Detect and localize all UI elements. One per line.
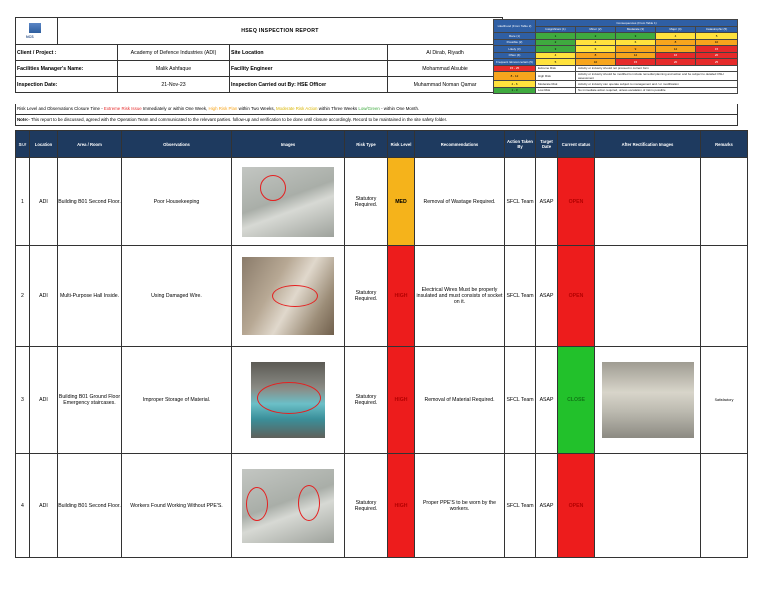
matrix-col: Insignificant (1) <box>536 26 576 33</box>
matrix-col: Minor (2) <box>576 26 616 33</box>
col-header: After Rectification Images <box>595 131 701 158</box>
rectified-stairs-photo <box>602 362 694 438</box>
site-label: Site Location <box>230 45 388 61</box>
matrix-row-label: Frequent /almost certain (5) <box>494 59 536 66</box>
matrix-cell: 3 <box>616 33 656 40</box>
risk-level-badge: HIGH <box>388 454 415 558</box>
table-row: 2 ADI Multi-Purpose Hall Inside. Using Damaged Wire. Statutory Required. HIGH Electrical Wires Must be properly insulated and must consists of socket on it. SFCL Team ASAP OPEN <box>16 246 748 347</box>
status-badge: OPEN <box>558 454 595 558</box>
col-header: Target Date <box>536 131 558 158</box>
material-storage-photo <box>251 362 325 438</box>
matrix-cell: 9 <box>616 46 656 53</box>
matrix-cell: 16 <box>656 52 696 59</box>
status-badge: OPEN <box>558 158 595 246</box>
col-header: Area / Room <box>58 131 122 158</box>
matrix-cell: 6 <box>616 39 656 46</box>
observation-image <box>232 158 345 246</box>
matrix-cell: 3 <box>536 46 576 53</box>
matrix-cell: 5 <box>696 33 738 40</box>
likelihood-header: Likelihood (From Table 2) <box>494 20 536 33</box>
workers-ppe-photo <box>242 469 334 543</box>
observation-image <box>232 454 345 558</box>
legend-range: 4 - 6 <box>494 81 536 88</box>
col-header: Images <box>232 131 345 158</box>
carried-value: Muhammad Noman Qamar <box>388 77 503 93</box>
observation-image <box>232 347 345 454</box>
matrix-cell: 25 <box>696 59 738 66</box>
matrix-cell: 2 <box>576 33 616 40</box>
col-header: Recommendations <box>415 131 505 158</box>
matrix-row-label: Likely (3) <box>494 46 536 53</box>
matrix-cell: 10 <box>696 39 738 46</box>
fe-value: Mohammad Alsubie <box>388 61 503 77</box>
report-sheet <box>15 17 738 512</box>
matrix-col: Major (4) <box>656 26 696 33</box>
risk-level-badge: HIGH <box>388 347 415 454</box>
matrix-cell: 12 <box>616 52 656 59</box>
date-value: 21-Nov-23 <box>118 77 230 93</box>
matrix-col: Catastrophic (5) <box>696 26 738 33</box>
inspection-table <box>15 130 748 558</box>
matrix-cell: 20 <box>656 59 696 66</box>
col-header: Current status <box>558 131 595 158</box>
housekeeping-photo <box>242 167 334 237</box>
table-row: 1 ADI Building B01 Second Floor. Poor Housekeeping Statutory Required. MED Removal of Wastage Required. SFCL Team ASAP OPEN <box>16 158 748 246</box>
consequences-header: Consequences (From Table 1) <box>536 20 738 27</box>
after-rectification-image <box>595 347 701 454</box>
table-row: 3 ADI Building B01 Ground Floor Emergency staircases. Improper Storage of Material. Statutory Required. HIGH Removal of Material Required. SFCL Team ASAP CLOSE Satisfactory <box>16 347 748 454</box>
follow-up-note: Note:- This report to be discussed, agreed with the Operation Team and communicated to the relevant parties. follow-up and verification to be done until closure accordingly. Record to be maintained in the site safety folder. <box>15 115 738 126</box>
company-logo: NCS <box>16 18 58 45</box>
matrix-cell: 5 <box>536 59 576 66</box>
risk-level-badge: HIGH <box>388 246 415 347</box>
fm-label: Facilities Manager's Name: <box>16 61 118 77</box>
status-badge: OPEN <box>558 246 595 347</box>
col-header: Observations <box>122 131 232 158</box>
col-header: Remarks <box>701 131 748 158</box>
matrix-cell: 4 <box>536 52 576 59</box>
col-header: Sr.# <box>16 131 30 158</box>
col-header: Location <box>30 131 58 158</box>
matrix-cell: 4 <box>576 39 616 46</box>
matrix-cell: 2 <box>536 39 576 46</box>
matrix-row-label: Rare (1) <box>494 33 536 40</box>
legend-text: Activity or industry can operate subject to management and / or modification <box>576 81 738 88</box>
closure-note: Risk Level and Observations Closure Time - Extreme Risk Issue Immediately or within One Week, High Risk Plan within Two Weeks, Moderate Risk Action within Three Weeks Low/Green - within One Month. <box>15 104 738 115</box>
fe-label: Facility Engineer <box>230 61 388 77</box>
matrix-cell: 20 <box>696 52 738 59</box>
legend-level: High Risk <box>536 72 576 81</box>
status-badge: CLOSE <box>558 347 595 454</box>
fm-value: Malik Ashfaque <box>118 61 230 77</box>
legend-range: 8 - 12 <box>494 72 536 81</box>
notes-section <box>15 104 738 126</box>
legend-text: Activity or industry should be modified to include remedial planning and action and be subject to detailed OSH assessment <box>576 72 738 81</box>
legend-text: Activity or industry should not proceed in current form <box>576 65 738 72</box>
legend-level: Extreme Risk <box>536 65 576 72</box>
matrix-cell: 1 <box>536 33 576 40</box>
matrix-row-label: Often (4) <box>494 52 536 59</box>
risk-level-badge: MED <box>388 158 415 246</box>
matrix-cell: 10 <box>576 59 616 66</box>
legend-text: No immediate action required, unless escalation of risk is possible <box>576 87 738 94</box>
legend-range: 1 - 3 <box>494 87 536 94</box>
matrix-cell: 15 <box>696 46 738 53</box>
col-header: Risk Type <box>345 131 388 158</box>
risk-matrix <box>493 19 738 94</box>
table-row: 4 ADI Building B01 Second Floor. Workers Found Working Without PPE'S. Statutory Required. HIGH Proper PPE'S to be worn by the workers. SFCL Team ASAP OPEN <box>16 454 748 558</box>
matrix-cell: 15 <box>616 59 656 66</box>
table-header-row <box>16 131 748 158</box>
legend-level: Moderate Risk <box>536 81 576 88</box>
col-header: Action Taken By <box>505 131 536 158</box>
building-icon <box>29 23 41 33</box>
client-value: Academy of Defence Industries (ADI) <box>118 45 230 61</box>
date-label: Inspection Date: <box>16 77 118 93</box>
observation-image <box>232 246 345 347</box>
matrix-cell: 6 <box>576 46 616 53</box>
legend-level: Low Risk <box>536 87 576 94</box>
damaged-wire-photo <box>242 257 334 335</box>
matrix-cell: 8 <box>656 39 696 46</box>
matrix-cell: 12 <box>656 46 696 53</box>
site-value: Al Dirab, Riyadh <box>388 45 503 61</box>
legend-range: 15 - 25 <box>494 65 536 72</box>
client-label: Client / Project : <box>16 45 118 61</box>
matrix-row-label: Possible (2) <box>494 39 536 46</box>
col-header: Risk Level <box>388 131 415 158</box>
matrix-cell: 8 <box>576 52 616 59</box>
matrix-col: Moderate (3) <box>616 26 656 33</box>
carried-label: Inspection Carried out By: HSE Officer <box>230 77 388 93</box>
report-title: HSEQ INSPECTION REPORT <box>58 18 503 45</box>
matrix-cell: 4 <box>656 33 696 40</box>
